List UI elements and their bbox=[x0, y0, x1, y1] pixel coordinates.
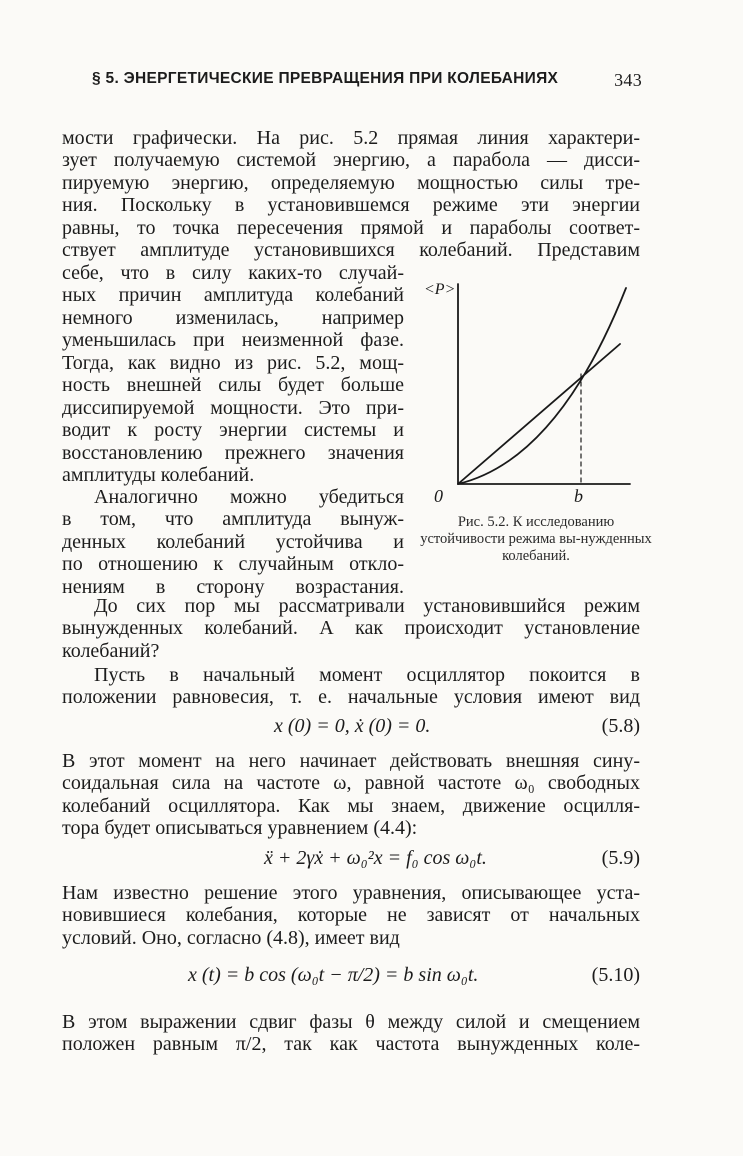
text-line: В этот момент на него начинает действовать внешняя сину- bbox=[62, 750, 640, 772]
equation-5-8 bbox=[62, 711, 640, 741]
text-line: ствует амплитуде установившихся колебаний. Представим bbox=[62, 239, 640, 261]
equation-body: x (0) = 0, ẋ (0) = 0. bbox=[274, 715, 431, 737]
text-line: немного изменилась, например bbox=[62, 307, 404, 329]
text-line: условий. Оно, согласно (4.8), имеет вид bbox=[62, 927, 400, 949]
text-line: в том, что амплитуда вынуж- bbox=[62, 508, 404, 530]
b-label: b bbox=[574, 486, 583, 506]
text-line: восстановлению прежнего значения bbox=[62, 442, 404, 464]
dissipated-energy-parabola bbox=[458, 288, 626, 484]
text-line: Пусть в начальный момент осциллятор покоится в bbox=[94, 664, 640, 686]
text-line: ность внешней силы будет больше bbox=[62, 374, 404, 396]
text-line: ния. Поскольку в установившемся режиме эти энергии bbox=[62, 194, 640, 216]
running-header bbox=[92, 70, 642, 96]
text-line: себе, что в силу каких-то случай- bbox=[62, 262, 404, 284]
text-line: колебаний осциллятора. Как мы знаем, движение осцилля- bbox=[62, 795, 640, 817]
text-line: по отношению к случайным откло- bbox=[62, 553, 404, 575]
received-energy-line bbox=[458, 344, 620, 484]
text-line: положении равновесия, т. е. начальные условия имеют вид bbox=[62, 686, 640, 708]
text-line: соидальная сила на частоте ω, равной частоте ω₀ свободных bbox=[62, 772, 640, 794]
y-axis-label: <P> bbox=[424, 281, 456, 298]
text-line: ных причин амплитуда колебаний bbox=[62, 284, 404, 306]
text-line: уменьшилась при неизменной фазе. bbox=[62, 329, 404, 351]
page-number: 343 bbox=[614, 70, 642, 90]
text-line: вынужденных колебаний. А как происходит установление bbox=[62, 617, 640, 639]
text-line: новившиеся колебания, которые не зависят от начальных bbox=[62, 904, 640, 926]
text-line: Тогда, как видно из рис. 5.2, мощ- bbox=[62, 352, 404, 374]
text-line: Аналогично можно убедиться bbox=[94, 486, 404, 508]
text-line: диссипируемой мощности. Это при- bbox=[62, 397, 404, 419]
equation-5-9 bbox=[62, 843, 640, 873]
equation-body: x (t) = b cos (ω₀t − π/2) = b sin ω₀t. bbox=[188, 964, 479, 986]
text-line: равны, то точка пересечения прямой и параболы соответ- bbox=[62, 217, 640, 239]
equation-body: ẍ + 2γẋ + ω₀²x = f₀ cos ω₀t. bbox=[264, 847, 487, 869]
equation-number: (5.8) bbox=[601, 715, 640, 737]
text-line: пируемую энергию, определяемую мощностью силы тре- bbox=[62, 172, 640, 194]
equation-5-10 bbox=[62, 960, 640, 990]
text-line: колебаний? bbox=[62, 640, 160, 662]
section-title: § 5. ЭНЕРГЕТИЧЕСКИЕ ПРЕВРАЩЕНИЯ ПРИ КОЛЕБАНИЯХ bbox=[92, 70, 559, 87]
text-line: зует получаемую системой энергию, а парабола — дисси- bbox=[62, 149, 640, 171]
text-line: нениям в сторону возрастания. bbox=[62, 576, 404, 598]
text-line: положен равным π/2, так как частота вынужденных коле- bbox=[62, 1033, 640, 1055]
text-line: тора будет описываться уравнением (4.4): bbox=[62, 817, 418, 839]
text-line: денных колебаний устойчива и bbox=[62, 531, 404, 553]
text-line: До сих пор мы рассматривали установившийся режим bbox=[94, 595, 640, 617]
equation-number: (5.9) bbox=[601, 847, 640, 869]
figure-caption: Рис. 5.2. К исследованию устойчивости режима вы-нужденных колебаний. bbox=[420, 514, 652, 564]
text-line: амплитуды колебаний. bbox=[62, 464, 255, 486]
text-line: мости графически. На рис. 5.2 прямая линия характери- bbox=[62, 127, 640, 149]
equation-number: (5.10) bbox=[591, 964, 640, 986]
text-line: Нам известно решение этого уравнения, описывающее уста- bbox=[62, 882, 640, 904]
origin-label: 0 bbox=[434, 486, 443, 506]
text-line: В этом выражении сдвиг фазы θ между силой и смещением bbox=[62, 1011, 640, 1033]
text-line: водит к росту энергии системы и bbox=[62, 419, 404, 441]
